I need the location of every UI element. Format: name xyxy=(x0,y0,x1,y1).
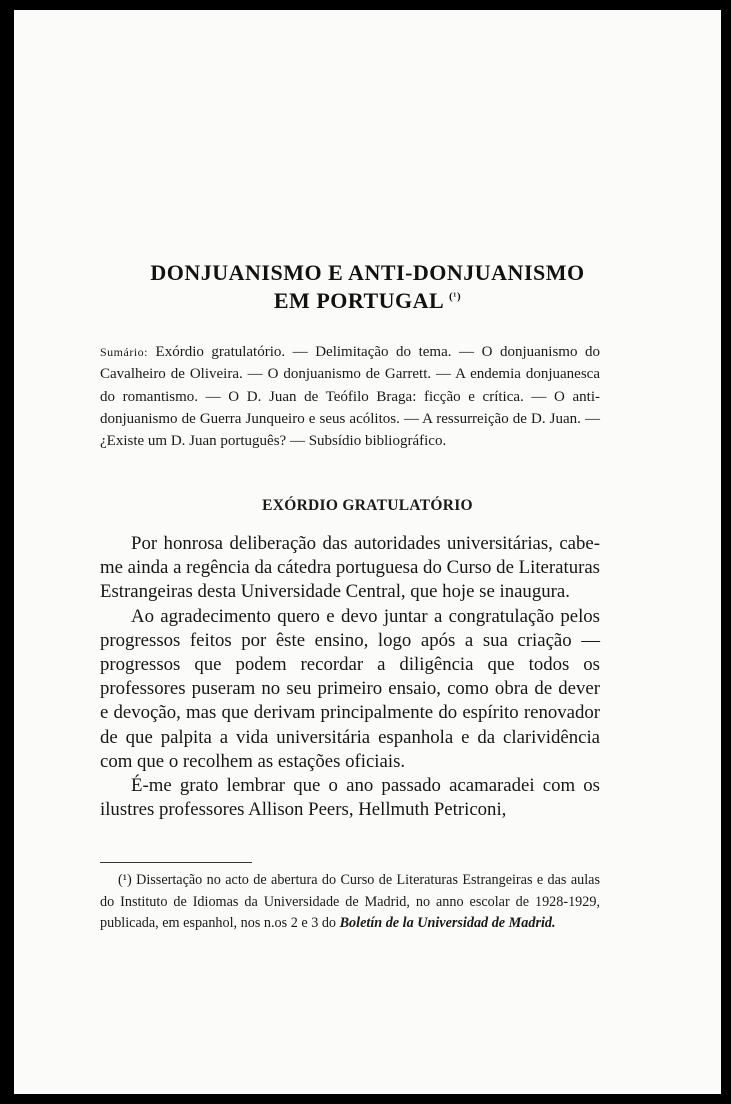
paragraph-1: Por honrosa deliberação das autoridades universitárias, cabe-me ainda a regência da cátedra portuguesa do Curso de Literaturas Estrangeiras desta Universidade Central, que hoje se inaugura. xyxy=(100,533,600,603)
footnote-divider xyxy=(100,862,252,863)
footnote-marker: (¹) xyxy=(118,872,132,888)
footnote xyxy=(100,870,600,935)
page-title-line-1: DONJUANISMO E ANTI-DONJUANISMO xyxy=(150,260,585,285)
paragraph-2: Ao agradecimento quero e devo juntar a congratulação pelos progressos feitos por êste ensino, logo após a sua criação — progressos que podem recordar a diligência que todos os professores puseram no seu primeiro ensaio, como obra de dever e devoção, mas que derivam principalmente do espírito renovador de que palpita a vida universitária espanhola e da clarividência com que o recolhem as estações oficiais. xyxy=(100,605,600,772)
summary-text: Exórdio gratulatório. — Delimitação do tema. — O donjuanismo do Cavalheiro de Oliveira. — O donjuanismo de Garrett. — A endemia donjuanesca do romantismo. — O D. Juan de Teófilo Braga: ficção e crítica. — O anti-donjuanismo de Guerra Junqueiro e seus acólitos. — A ressurreição de D. Juan. — ¿Existe um D. Juan português? — Subsídio bibliográfico. xyxy=(100,344,600,450)
book-page xyxy=(14,10,721,1094)
footnote-journal: Boletín de la Universidad de Madrid. xyxy=(339,915,556,931)
footnote-text: Dissertação no acto de abertura do Curso de Literaturas Estrangeiras e das aulas do Instituto de Idiomas da Universidade de Madrid, no anno escolar de 1928-1929, publicada, em espanhol, nos n.os 2 e 3 do xyxy=(100,872,600,931)
section-heading: EXÓRDIO GRATULATÓRIO xyxy=(262,497,473,514)
page-title-line-2 xyxy=(14,288,721,314)
summary xyxy=(100,341,600,452)
title-footnote-marker: (¹) xyxy=(449,290,462,303)
paragraph-3: É-me grato lembrar que o ano passado acamaradei com os ilustres professores Allison Peers, Hellmuth Petriconi, xyxy=(100,775,600,821)
page-title-text: EM PORTUGAL xyxy=(273,288,443,313)
summary-label: Sumário: xyxy=(100,345,148,359)
body-text xyxy=(100,532,600,822)
